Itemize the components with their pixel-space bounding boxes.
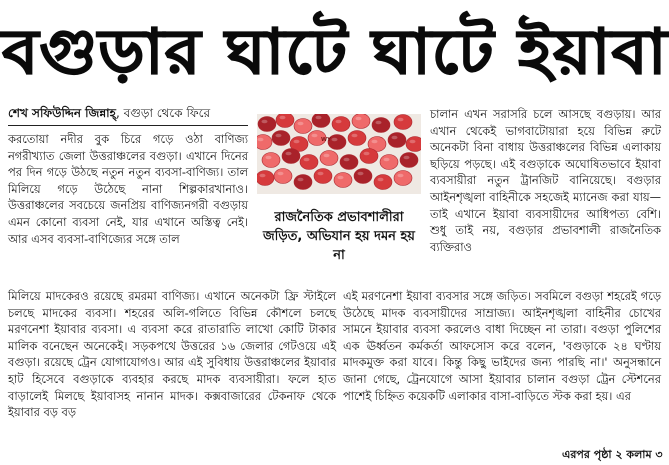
byline bbox=[8, 104, 248, 122]
pull-quote bbox=[257, 198, 421, 274]
column-mid-text: এই মরণনেশা ইয়াবা ব্যবসার সঙ্গে জড়িত। সবমিলে বগুড়া শহরেই গড়ে উঠেছে মাদক ব্যবসায়ীদের সাম্রাজ্য। আইনশৃঙ্খলা বাহিনীর চোখের সামনে ইয়াবার ব্যবসা করলেও বাধা দিচ্ছেন না তারা। বগুড়া পুলিশের এক ঊর্ধ্বতন কর্মকর্তা আফসোস করে বলেন, 'বগুড়াকে ২৪ ঘণ্টায় মাদকমুক্ত করা যাবে। কিন্তু কিছু ভাইদের জন্য পারছি না।' অনুসন্ধানে জানা গেছে, ট্রেনযোগে আসা ইয়াবার চালান বগুড়া ট্রেন স্টেশনের পাশেই চিহ্নিত কয়েকটি এলাকার বাসা-বাড়িতে স্টক করা হয়। এর bbox=[343, 289, 661, 403]
pill-icon bbox=[354, 169, 372, 184]
pill-icon bbox=[394, 171, 412, 186]
byline-rule bbox=[8, 125, 248, 126]
pill-icon bbox=[320, 151, 338, 166]
pill-icon bbox=[380, 155, 398, 170]
pill-icon bbox=[258, 117, 276, 132]
byline-author: শেখ সফিউদ্দিন জিন্নাহ্ bbox=[8, 106, 116, 120]
pill-icon bbox=[348, 131, 366, 146]
column-wide-text: মিলিয়ে মাদকেরও রয়েছে রমরমা বাণিজ্য। এখানে অনেকটা ফ্রি স্টাইলে চলছে মাদকের ব্যবসা। শহরের অলি-গলিতে বিভিন্ন কৌশলে চলছে মরণনেশা ইয়াবার ব্যবসা। এ ব্যবসা করে রাতারাতি লাখো কোটি টাকার মালিক বনেছেন অনেকেই। সড়কপথে উত্তরের ১৬ জেলার গেটওয়ে এই বগুড়া। রয়েছে ট্রেন যোগাযোগও। আর এই সুবিধায় উত্তরাঞ্চলের ইয়াবার হাট হিসেবে বগুড়াকে ব্যবহার করছে মাদক ব্যবসায়ীরা। ফলে হাত বাড়ালেই মিলছে ইয়াবাসহ নানান মাদক। কক্সবাজারের টেকনাফ থেকে ইয়াবার বড় বড় bbox=[8, 289, 336, 420]
pill-icon bbox=[334, 173, 352, 188]
column-left-text: করতোয়া নদীর বুক চিরে গড়ে ওঠা বাণিজ্য নগরীখ্যাত জেলা উত্তরাঞ্চলের বগুড়া। এখানে দিনের পর দিন গড়ে উঠছে নতুন নতুন ব্যবসা-বাণিজ্য। তাল মিলিয়ে গড়ে উঠেছে নানা শিল্পকারখানাও। উত্তরাঞ্চলের সবচেয়ে জনপ্রিয় বাণিজ্যনগরী বগুড়ায় এমন কোনো ব্যবসা নেই, যার এখানে অস্তিত্ব নেই। আর এসব ব্যবসা-বাণিজ্যের সঙ্গে তাল bbox=[8, 132, 248, 246]
pill-icon bbox=[332, 117, 350, 132]
pill-icon bbox=[262, 153, 280, 168]
byline-place: , বগুড়া থেকে ফিরে bbox=[115, 106, 211, 120]
pills-photo bbox=[257, 114, 421, 194]
pill-icon bbox=[282, 149, 300, 164]
pill-icon bbox=[300, 155, 318, 170]
pill-label: WY bbox=[321, 137, 332, 143]
column-right-text: চালান এখন সরাসরি চলে আসছে বগুড়ায়। আর এখান থেকেই ভাগবাটোয়ারা হয়ে বিভিন্ন রুটে অনেকটা বিনা বাধায় উত্তরাঞ্চলের বিভিন্ন এলাকায় ছড়িয়ে পড়ছে। এই বগুড়াকে অঘোষিতভাবে ইয়াবা ব্যবসায়ীরা নতুন ট্রানজিট বানিয়েছে। বগুড়ার আইনশৃঙ্খলা বাহিনীকে সহজেই ম্যানেজ করা যায়— তাই এখানে ইয়াবা ব্যবসায়ীদের আধিপত্য বেশি। শুধু তাই নয়, বগুড়ার প্রভাবশালী রাজনৈতিক ব্যক্তিরাও bbox=[430, 107, 661, 254]
pill-icon bbox=[274, 169, 292, 184]
pill-icon bbox=[352, 114, 370, 129]
headline-text: বগুড়ার ঘাটে ঘাটে ইয়াবা bbox=[1, 14, 668, 88]
pill-icon bbox=[294, 119, 312, 134]
pill-icon bbox=[294, 175, 312, 190]
pills-image bbox=[257, 114, 421, 194]
pill-icon bbox=[388, 133, 406, 148]
jump-line bbox=[562, 446, 667, 464]
pill-icon bbox=[400, 153, 418, 168]
pill-icon bbox=[257, 171, 274, 186]
pill-icon bbox=[372, 118, 390, 133]
column-left bbox=[8, 131, 248, 285]
column-mid bbox=[343, 288, 661, 446]
pill-icon bbox=[276, 114, 294, 128]
pill-icon bbox=[406, 137, 421, 152]
pill-icon bbox=[394, 115, 412, 130]
pill-icon bbox=[374, 175, 392, 190]
headline bbox=[0, 8, 669, 104]
pill-icon bbox=[257, 135, 272, 150]
pill-icon bbox=[360, 149, 378, 164]
pill-icon bbox=[314, 169, 332, 184]
pill-icon bbox=[340, 155, 358, 170]
jump-line-text: এরপর পৃষ্ঠা ২ কলাম ৩ bbox=[562, 448, 663, 461]
pill-icon bbox=[272, 131, 290, 146]
column-right bbox=[430, 106, 661, 284]
pill-icon bbox=[312, 114, 330, 128]
column-wide bbox=[8, 288, 336, 464]
pull-quote-text: রাজনৈতিক প্রভাবশালীরা জড়িত, অভিযান হয় দমন হয় না bbox=[263, 209, 415, 263]
